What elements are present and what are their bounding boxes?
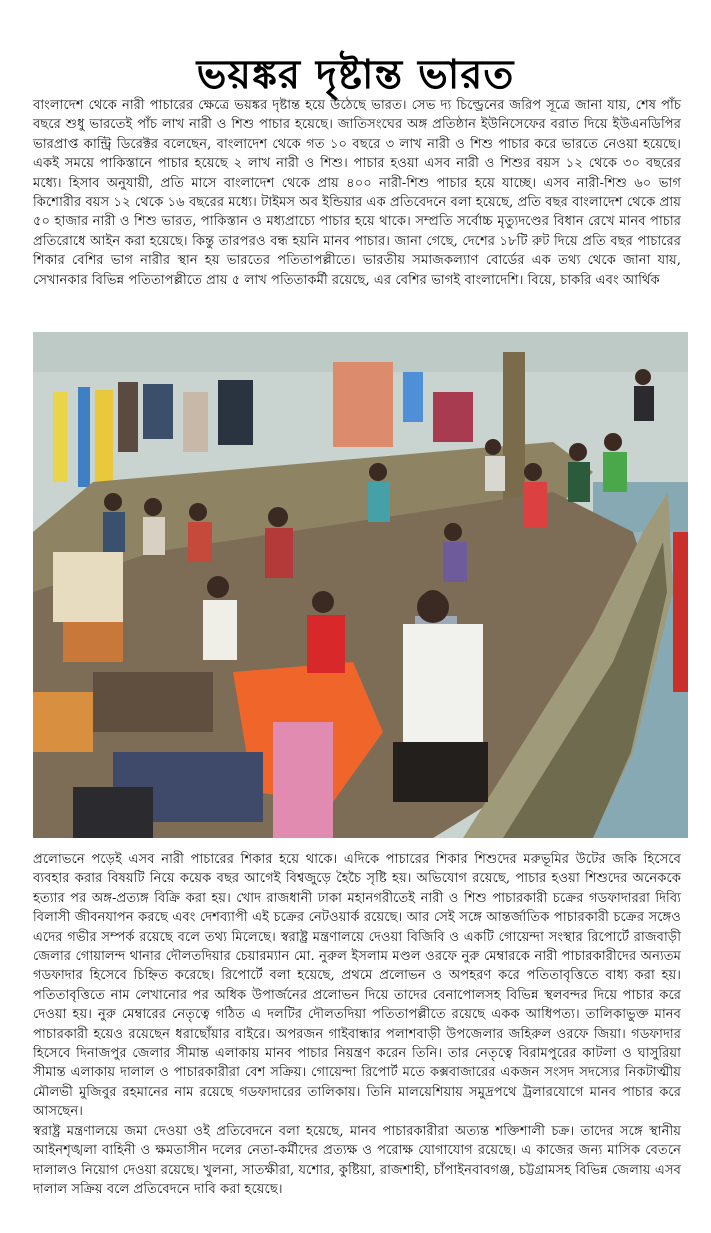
closing-paragraph: স্বরাষ্ট্র মন্ত্রণালয়ে জমা দেওয়া ওই প্রতিবেদনে বলা হয়েছে, মানব পাচারকারীরা অত্যন্ত শক্তিশালী চক্র। তাদের সঙ্গে স্থানীয় আইনশৃঙ্খলা বাহিনী ও ক্ষমতাসীন দলের নেতা-কর্মীদের প্রত্যক্ষ ও পরোক্ষ যোগাযোগ রয়েছে। এ কাজের জন্য মাসিক বেতনে দালালও নিয়োগ দেওয়া রয়েছে। খুলনা, সাতক্ষীরা, যশোর, কুষ্টিয়া, রাজশাহী, চাঁপাইনবাবগঞ্জ, চট্টগ্রামসহ বিভিন্ন জেলায় এসব দালাল সক্রিয় বলে প্রতিবেদনে দাবি করা হয়েছে। xyxy=(33,1123,681,1197)
boat-photo xyxy=(33,332,688,838)
headline: ভয়ঙ্কর দৃষ্টান্ত ভারত xyxy=(196,50,515,98)
photo-red-shirt xyxy=(307,615,345,673)
body-paragraph: প্রলোভনে পড়েই এসব নারী পাচারের শিকার হয়ে থাকে। এদিকে পাচারের শিকার শিশুদের মরুভূমির উটের জকি হিসেবে ব্যবহার করার বিষয়টি নিয়ে কয়েক বছর আগেই বিশ্বজুড়ে হৈচৈ সৃষ্টি হয়। অভিযোগ রয়েছে, পাচার হওয়া শিশুদের অনেককে হত্যার পর অঙ্গ-প্রত্যঙ্গ বিক্রি করা হয়। খোদ রাজধানী ঢাকা মহানগরীতেই নারী ও শিশু পাচারকারী চক্রের গডফাদাররা দিব্যি বিলাসী জীবনযাপন করছে এবং দেশব্যাপী এই চক্রের নেটওয়ার্ক রয়েছে। আর সেই সঙ্গে আন্তর্জাতিক পাচারকারী চক্রের সঙ্গেও এদের গভীর সম্পর্ক রয়েছে বলে তথ্য মিলেছে। স্বরাষ্ট্র মন্ত্রণালয়ে দেওয়া বিজিবি ও একটি গোয়েন্দা সংস্থার রিপোর্টে রাজবাড়ী জেলার গোয়ালন্দ থানার দৌলতদিয়ার চেয়ারম্যান মো. নুরুল ইসলাম মণ্ডল ওরফে নুরু মেম্বারকে নারী পাচারকারীদের অন্যতম গডফাদার হিসেবে চিহ্নিত করেছে। রিপোর্টে বলা হয়েছে, প্রথমে প্রলোভন ও অপহরণ করে পতিতাবৃত্তিতে বাধ্য করা হয়। পতিতাবৃত্তিতে নাম লেখানোর পর অধিক উপার্জনের প্রলোভন দিয়ে তাদের বেনাপোলসহ বিভিন্ন স্থলবন্দর দিয়ে পাচার করে দেওয়া হয়। নুরু মেম্বারের নেতৃত্বে গঠিত এ দলটির দৌলতদিয়া পতিতাপল্লীতে রয়েছে একক আধিপত্য। তালিকাভুক্ত মানব পাচারকারী হয়েও রয়েছেন ধরাছোঁয়ার বাইরে। অপরজন গাইবান্ধার পলাশবাড়ী উপজেলার জহিরুল ওরফে জিয়া। গডফাদার হিসেবে দিনাজপুর জেলার সীমান্ত এলাকায় মানব পাচার নিয়ন্ত্রণ করেন তিনি। তার নেতৃত্বে বিরামপুরের কাটলা ও ঘাসুরিয়া সীমান্ত এলাকায় দালাল ও পাচারকারীরা বেশ সক্রিয়। গোয়েন্দা রিপোর্ট মতে কক্সবাজারের একজন সংসদ সদস্যের নিকটাত্মীয় মৌলভী মুজিবুর রহমানের নাম রয়েছে গডফাদারের তালিকায়। তিনি মালয়েশিয়ায় সমুদ্রপথে ট্রলারযোগে মানব পাচার করে আসছেন। xyxy=(33,852,681,1120)
photo-red-buoy xyxy=(673,532,688,692)
boat-photo-illustration xyxy=(33,332,688,838)
photo-white-shirt xyxy=(403,624,483,744)
article-body xyxy=(33,850,681,1199)
article-intro xyxy=(33,96,681,290)
intro-paragraph: বাংলাদেশ থেকে নারী পাচারের ক্ষেত্রে ভয়ঙ্কর দৃষ্টান্ত হয়ে উঠেছে ভারত। সেভ দ্য চিল্ড্রেনের জরিপ সূত্রে জানা যায়, শেষ পাঁচ বছরে শুধু ভারতেই পাঁচ লাখ নারী ও শিশু পাচার হয়েছে। জাতিসংঘের অঙ্গ প্রতিষ্ঠান ইউনিসেফের বরাত দিয়ে ইউএনডিপির ভারপ্রাপ্ত কান্ট্রি ডিরেক্টর বলেছেন, বাংলাদেশ থেকে গত ১০ বছরে ৩ লাখ নারী ও শিশু পাচার করে ভারতে নেওয়া হয়েছে। একই সময়ে পাকিস্তানে পাচার হয়েছে ২ লাখ নারী ও শিশু। পাচার হওয়া এসব নারী ও শিশুর বয়স ১২ থেকে ৩০ বছরের মধ্যে। হিসাব অনুযায়ী, প্রতি মাসে বাংলাদেশ থেকে প্রায় ৪০০ নারী-শিশু পাচার হয়ে যাচ্ছে। এসব নারী-শিশু ৬০ ভাগ কিশোরীর বয়স ১২ থেকে ১৬ বছরের মধ্যে। টাইমস অব ইন্ডিয়ার এক প্রতিবেদনে বলা হয়েছে, প্রতি বছর বাংলাদেশ থেকে প্রায় ৫০ হাজার নারী ও শিশু ভারত, পাকিস্তান ও মধ্যপ্রাচ্যে পাচার হয়ে থাকে। সম্প্রতি সর্বোচ্চ মৃত্যুদণ্ডের বিধান রেখে মানব পাচার প্রতিরোধে আইন করা হয়েছে। কিন্তু তারপরও বন্ধ হয়নি মানব পাচার। জানা গেছে, দেশের ১৮টি রুট দিয়ে প্রতি বছর পাচারের শিকার বেশির ভাগ নারীর স্থান হয় ভারতের পতিতাপল্লীতে। ভারতীয় সমাজকল্যাণ বোর্ডের এক তথ্য থেকে জানা যায়, সেখানকার বিভিন্ন পতিতাপল্লীতে প্রায় ৫ লাখ পতিতাকর্মী রয়েছে, এর বেশির ভাগই বাংলাদেশি। বিয়ে, চাকরি এবং আর্থিক xyxy=(33,98,681,288)
